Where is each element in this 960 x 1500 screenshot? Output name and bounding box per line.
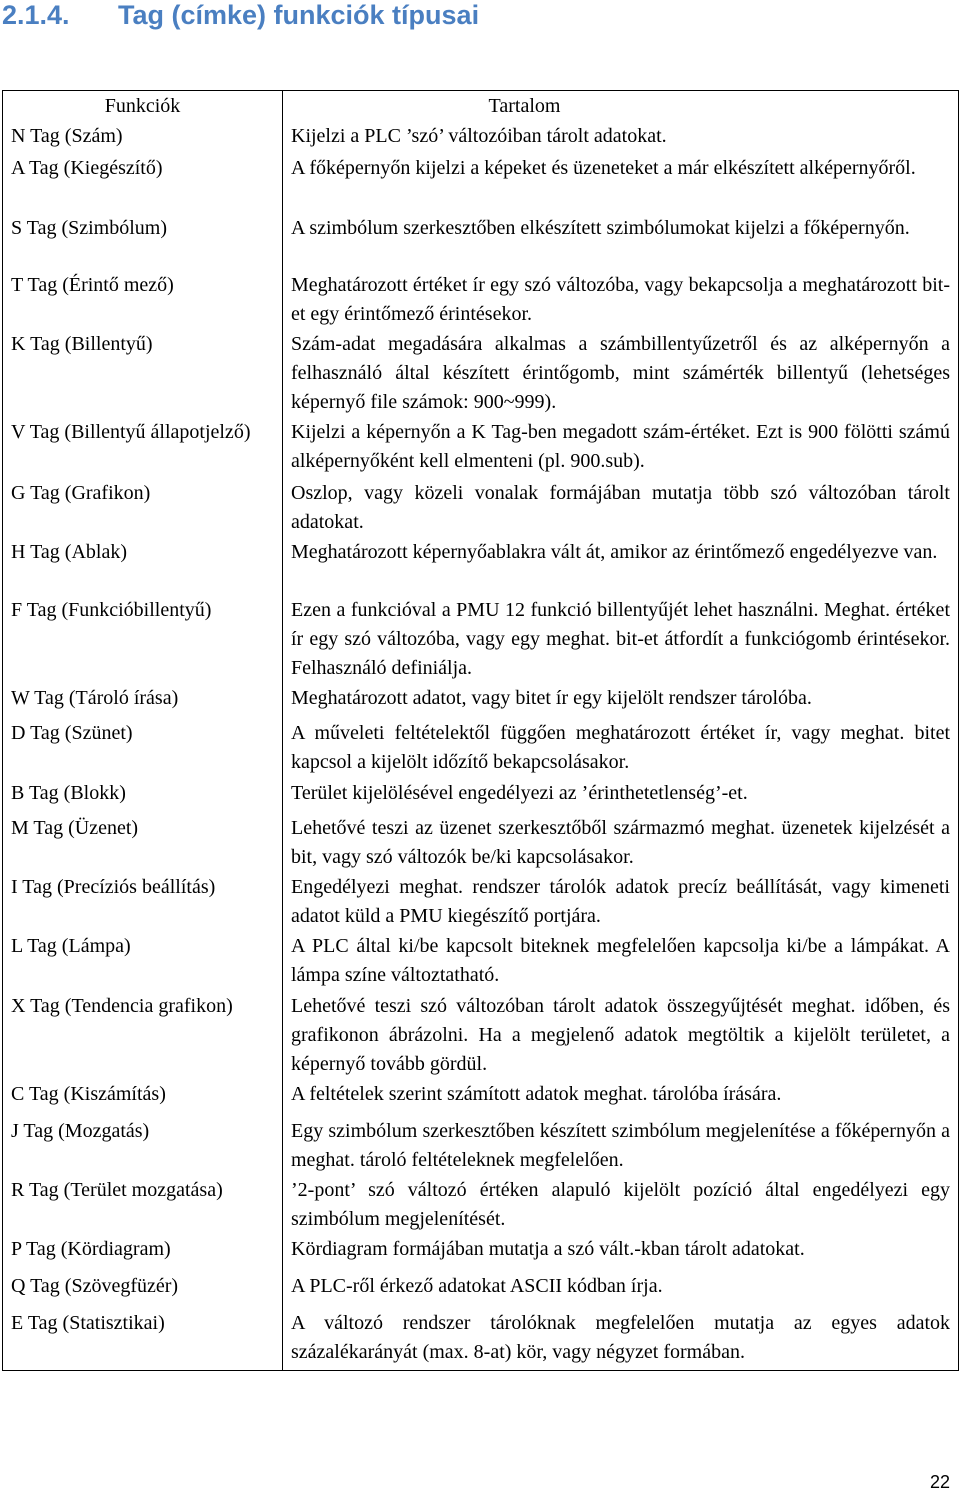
content-cell: Meghatározott értéket ír egy szó változóba, vagy bekapcsolja a meghatározott bit-et egy érintőmező érintésekor. <box>283 270 959 329</box>
table-row <box>3 478 959 537</box>
function-cell: T Tag (Érintő mező) <box>3 270 283 329</box>
function-cell: F Tag (Funkcióbillentyű) <box>3 595 283 683</box>
table-row <box>3 778 959 813</box>
content-cell: Szám-adat megadására alkalmas a számbillentyűzetről és az alképernyőn a felhasználó által készített érintőgomb, mint számérték billentyű (lehetséges képernyő file számok: 900~999). <box>283 329 959 417</box>
table-row <box>3 813 959 872</box>
function-cell: B Tag (Blokk) <box>3 778 283 813</box>
content-cell: A főképernyőn kijelzi a képeket és üzeneteket a már elkészített alképernyőről. <box>283 153 959 213</box>
table-row <box>3 153 959 213</box>
table-row <box>3 121 959 153</box>
table-header-row <box>3 91 959 122</box>
function-cell: J Tag (Mozgatás) <box>3 1116 283 1175</box>
content-cell: Egy szimbólum szerkesztőben készített szimbólum megjelenítése a főképernyőn a meghat. tároló feltételeknek megfelelően. <box>283 1116 959 1175</box>
table-row <box>3 329 959 417</box>
function-cell: D Tag (Szünet) <box>3 718 283 778</box>
function-cell: R Tag (Terület mozgatása) <box>3 1175 283 1234</box>
content-cell: Kördiagram formájában mutatja a szó vált.-kban tárolt adatokat. <box>283 1234 959 1271</box>
function-cell: L Tag (Lámpa) <box>3 931 283 991</box>
content-cell: Engedélyezi meghat. rendszer tárolók adatok precíz beállítását, vagy kimeneti adatot küld a PMU kiegészítő portjára. <box>283 872 959 931</box>
function-cell: E Tag (Statisztikai) <box>3 1308 283 1370</box>
table-row <box>3 1234 959 1271</box>
content-cell: Meghatározott adatot, vagy bitet ír egy kijelölt rendszer tárolóba. <box>283 683 959 718</box>
function-cell: X Tag (Tendencia grafikon) <box>3 991 283 1079</box>
function-cell: S Tag (Szimbólum) <box>3 213 283 270</box>
page-number: 22 <box>929 1472 950 1492</box>
section-number: 2.1.4. <box>2 0 70 30</box>
function-cell: Q Tag (Szövegfüzér) <box>3 1271 283 1308</box>
tag-functions-table <box>2 90 959 1371</box>
content-cell: A változó rendszer tárolóknak megfelelően mutatja az egyes adatok százalékarányát (max. 8-at) kör, vagy négyzet formában. <box>283 1308 959 1370</box>
content-cell: Lehetővé teszi az üzenet szerkesztőből származmó meghat. üzenetek kijelzését a bit, vagy szó változók be/ki kapcsolásakor. <box>283 813 959 872</box>
table-row <box>3 1271 959 1308</box>
table-row <box>3 1079 959 1116</box>
table-row <box>3 718 959 778</box>
section-heading <box>2 0 479 31</box>
table-row <box>3 595 959 683</box>
function-cell: K Tag (Billentyű) <box>3 329 283 417</box>
table-row <box>3 931 959 991</box>
table-row <box>3 683 959 718</box>
table-row <box>3 1308 959 1370</box>
content-cell: Oszlop, vagy közeli vonalak formájában mutatja több szó változóban tárolt adatokat. <box>283 478 959 537</box>
table-row <box>3 537 959 595</box>
content-cell: A PLC-ről érkező adatokat ASCII kódban írja. <box>283 1271 959 1308</box>
function-cell: G Tag (Grafikon) <box>3 478 283 537</box>
section-title: Tag (címke) funkciók típusai <box>118 0 480 30</box>
table-row <box>3 1175 959 1234</box>
content-cell: A feltételek szerint számított adatok meghat. tárolóba írására. <box>283 1079 959 1116</box>
function-cell: M Tag (Üzenet) <box>3 813 283 872</box>
header-functions: Funkciók <box>3 91 283 122</box>
function-cell: H Tag (Ablak) <box>3 537 283 595</box>
content-cell: Ezen a funkcióval a PMU 12 funkció billentyűjét lehet használni. Meghat. értéket ír egy szó változóba, vagy egy meghat. bit-et átfordít a funkciógomb érintésekor. Felhasználó definiálja. <box>283 595 959 683</box>
table-row <box>3 213 959 270</box>
table-row <box>3 991 959 1079</box>
table-row <box>3 417 959 478</box>
content-cell: ’2-pont’ szó változó értéken alapuló kijelölt pozíció által engedélyezi egy szimbólum megjelenítését. <box>283 1175 959 1234</box>
table-row <box>3 872 959 931</box>
content-cell: Lehetővé teszi szó változóban tárolt adatok összegyűjtését meghat. időben, és grafikonon ábrázolni. Ha a megjelenő adatok megtöltik a kijelölt területet, a képernyő tovább gördül. <box>283 991 959 1079</box>
header-content: Tartalom <box>283 91 959 122</box>
content-cell: Meghatározott képernyőablakra vált át, amikor az érintőmező engedélyezve van. <box>283 537 959 595</box>
table-row <box>3 1116 959 1175</box>
function-cell: A Tag (Kiegészítő) <box>3 153 283 213</box>
content-cell: Terület kijelölésével engedélyezi az ’érinthetetlenség’-et. <box>283 778 959 813</box>
content-cell: A műveleti feltételektől függően meghatározott értéket ír, vagy meghat. bitet kapcsol a kijelölt időzítő bekapcsolásakor. <box>283 718 959 778</box>
content-cell: A PLC által ki/be kapcsolt biteknek megfelelően kapcsolja ki/be a lámpákat. A lámpa színe változtatható. <box>283 931 959 991</box>
function-cell: W Tag (Tároló írása) <box>3 683 283 718</box>
function-cell: C Tag (Kiszámítás) <box>3 1079 283 1116</box>
content-cell: A szimbólum szerkesztőben elkészített szimbólumokat kijelzi a főképernyőn. <box>283 213 959 270</box>
function-cell: N Tag (Szám) <box>3 121 283 153</box>
function-cell: I Tag (Precíziós beállítás) <box>3 872 283 931</box>
content-cell: Kijelzi a PLC ’szó’ változóiban tárolt adatokat. <box>283 121 959 153</box>
table-row <box>3 270 959 329</box>
function-cell: P Tag (Kördiagram) <box>3 1234 283 1271</box>
function-cell: V Tag (Billentyű állapotjelző) <box>3 417 283 478</box>
content-cell: Kijelzi a képernyőn a K Tag-ben megadott szám-értéket. Ezt is 900 fölötti számú alképernyőként kell elmenteni (pl. 900.sub). <box>283 417 959 478</box>
